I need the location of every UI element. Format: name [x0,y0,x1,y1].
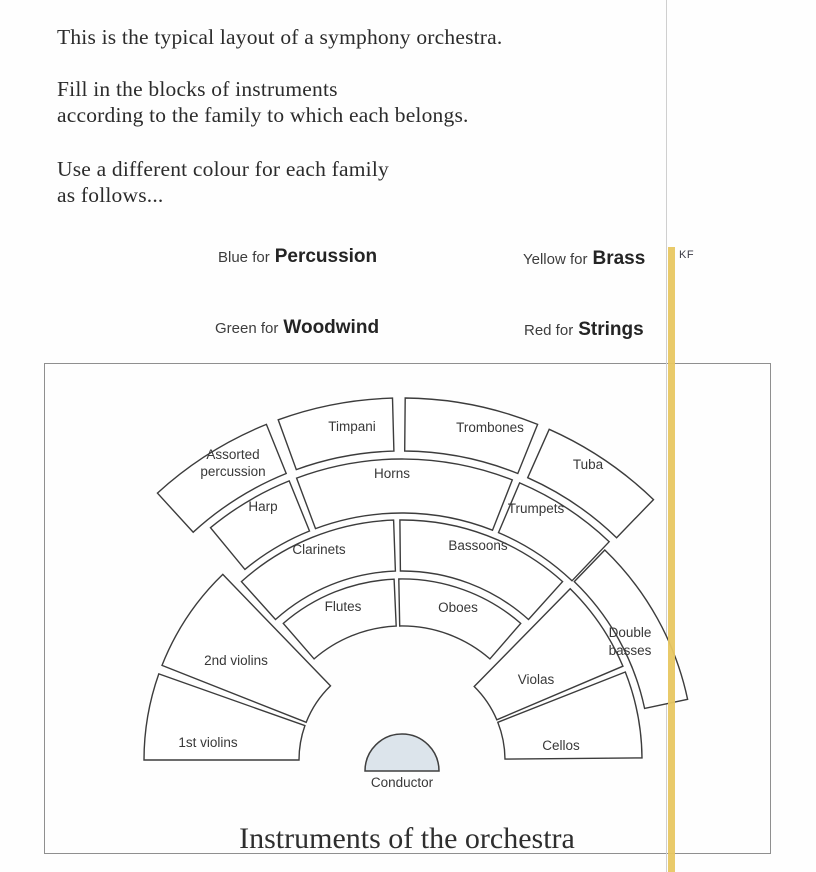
label-trombones: Trombones [456,420,524,435]
family-key-strings [524,319,644,341]
label-double-basses-line2: basses [608,643,652,658]
label-clarinets: Clarinets [292,542,346,557]
label-assorted-percussion-line2: percussion [200,464,266,479]
family-key-woodwind [215,317,379,339]
colour-instruction-line2: as follows... [57,183,164,207]
label-timpani: Timpani [328,419,376,434]
diagram-caption: Instruments of the orchestra [239,822,575,855]
family-prefix-brass: Yellow for [523,251,588,268]
family-key-brass [523,248,645,270]
family-name-woodwind: Woodwind [283,317,380,338]
fill-instruction-line1: Fill in the blocks of instruments [57,77,338,101]
intro-text: This is the typical layout of a symphony orchestra. [57,25,503,49]
family-name-brass: Brass [592,248,646,269]
family-prefix-percussion: Blue for [218,249,270,266]
family-key-percussion [218,246,377,268]
yellow-highlight-line[interactable] [668,247,675,872]
label-conductor: Conductor [370,775,434,790]
label-double-basses-line1: Double [608,625,652,640]
family-name-strings: Strings [578,319,644,340]
conductor-podium[interactable] [365,734,439,771]
label-bassoons: Bassoons [448,538,508,553]
label-1st-violins: 1st violins [178,735,238,750]
label-assorted-percussion-line1: Assorted [206,447,260,462]
fill-instruction-line2: according to the family to which each belongs. [57,103,469,127]
label-horns: Horns [373,466,411,481]
family-name-percussion: Percussion [274,246,378,267]
family-prefix-strings: Red for [524,322,574,339]
label-trumpets: Trumpets [507,501,565,516]
annotator-initials: KF [679,249,695,261]
label-oboes: Oboes [438,600,478,615]
label-harp: Harp [248,499,278,514]
fill-instruction [57,76,469,128]
family-prefix-woodwind: Green for [215,320,279,337]
colour-instruction-line1: Use a different colour for each family [57,157,389,181]
label-violas: Violas [517,672,555,687]
label-tuba: Tuba [572,457,604,472]
label-cellos: Cellos [542,738,580,753]
label-2nd-violins: 2nd violins [204,653,268,668]
colour-instruction [57,156,389,208]
orchestra-diagram [44,363,770,858]
label-flutes: Flutes [324,599,362,614]
